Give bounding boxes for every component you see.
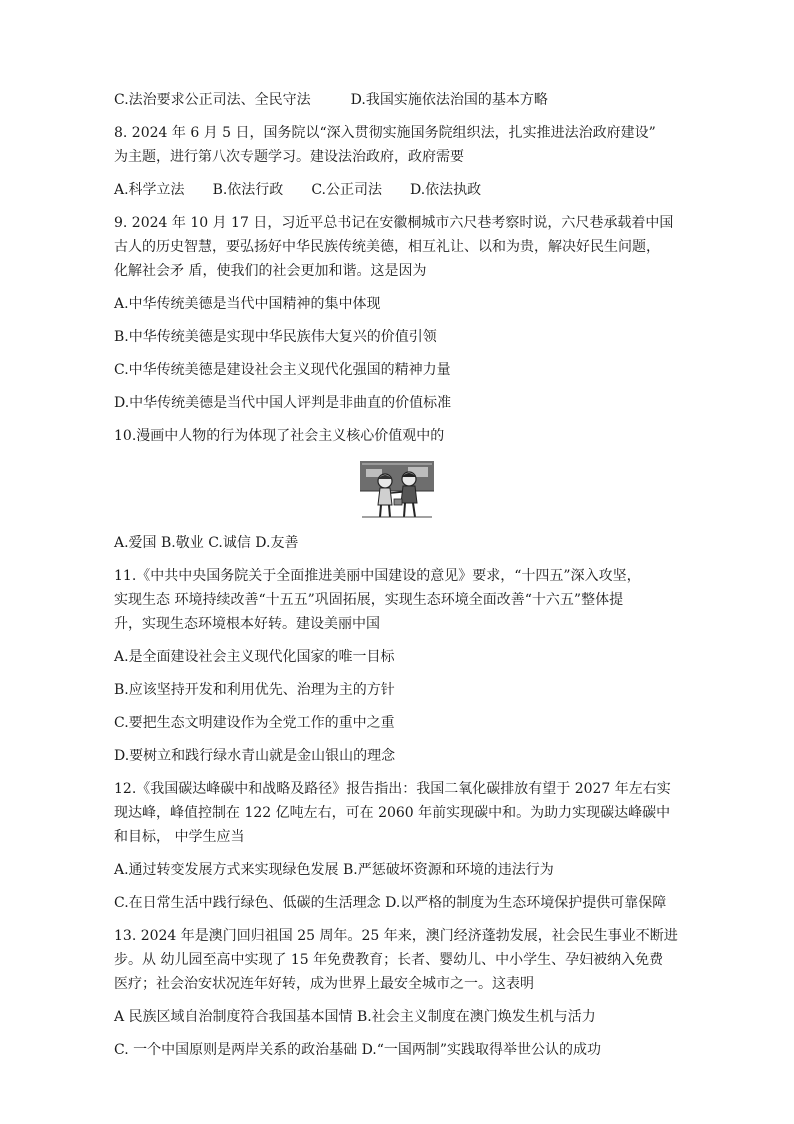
question-13-options-ab: A 民族区域自治制度符合我国基本国情 B.社会主义制度在澳门焕发生机与活力 bbox=[114, 1009, 596, 1025]
option-a: A.科学立法 bbox=[114, 182, 185, 198]
question-13-line-3: 医疗；社会治安状况连年好转，成为世界上最安全城市之一。这表明 bbox=[114, 976, 534, 992]
exam-page bbox=[114, 88, 692, 1062]
cartoon-illustration bbox=[358, 459, 436, 521]
question-11-line-2: 实现生态 环境持续改善“十五五”巩固拓展，实现生态环境全面改善“十六五”整体提 bbox=[114, 592, 624, 608]
question-11-option-c: C.要把生态文明建设作为全党工作的重中之重 bbox=[114, 715, 395, 731]
question-9-line-3: 化解社会矛 盾，使我们的社会更加和谐。这是因为 bbox=[114, 263, 427, 279]
question-12-line-1: 12.《我国碳达峰碳中和战略及路径》报告指出：我国二氧化碳排放有望于 2027 年左右实 bbox=[114, 781, 671, 797]
question-12-line-3: 和目标， 中学生应当 bbox=[114, 829, 245, 845]
question-13-line-2: 步。从 幼儿园至高中实现了 15 年免费教育；长者、婴幼儿、中小学生、孕妇被纳入免费 bbox=[114, 952, 664, 968]
option-d: D.依法执政 bbox=[409, 182, 482, 198]
option-c: C.公正司法 bbox=[311, 182, 382, 198]
question-11-option-d: D.要树立和践行绿水青山就是金山银山的理念 bbox=[114, 748, 396, 764]
prev-question-options bbox=[114, 88, 692, 112]
question-12-options-ab: A.通过转变发展方式来实现绿色发展 B.严惩破坏资源和环境的违法行为 bbox=[114, 862, 554, 878]
question-9-option-a: A.中华传统美德是当代中国精神的集中体现 bbox=[114, 296, 381, 312]
question-13-stem bbox=[114, 924, 692, 996]
cartoon-image bbox=[358, 459, 436, 521]
question-8-stem bbox=[114, 121, 692, 169]
question-9-line-1: 9. 2024 年 10 月 17 日，习近平总书记在安徽桐城市六尺巷考察时说，六尺巷承载着中国 bbox=[114, 215, 674, 231]
question-9-stem bbox=[114, 211, 692, 283]
question-11-stem bbox=[114, 564, 692, 636]
question-8-line-2: 为主题，进行第八次专题学习。建设法治政府，政府需要 bbox=[114, 149, 464, 165]
option-c: C.法治要求公正司法、全民守法 bbox=[114, 92, 311, 108]
question-8-line-1: 8. 2024 年 6 月 5 日，国务院以“深入贯彻实施国务院组织法，扎实推进法治政府建设” bbox=[114, 125, 656, 141]
question-9-line-2: 古人的历史智慧，要弘扬好中华民族传统美德，相互礼让、以和为贵，解决好民生问题， bbox=[114, 239, 660, 255]
option-b: B.依法行政 bbox=[212, 182, 284, 198]
question-10-stem: 10.漫画中人物的行为体现了社会主义核心价值观中的 bbox=[114, 428, 445, 444]
question-8-options bbox=[114, 178, 692, 202]
question-11-option-a: A.是全面建设社会主义现代化国家的唯一目标 bbox=[114, 649, 395, 665]
question-9-option-b: B.中华传统美德是实现中华民族伟大复兴的价值引领 bbox=[114, 329, 437, 345]
option-d: D.我国实施依法治国的基本方略 bbox=[350, 92, 548, 108]
question-13-options-cd: C. 一个中国原则是两岸关系的政治基础 D.“一国两制”实践取得举世公认的成功 bbox=[114, 1042, 602, 1058]
question-11-line-1: 11.《中共中央国务院关于全面推进美丽中国建设的意见》要求，“十四五”深入攻坚， bbox=[114, 568, 641, 584]
question-9-option-d: D.中华传统美德是当代中国人评判是非曲直的价值标准 bbox=[114, 395, 452, 411]
question-10-options: A.爱国 B.敬业 C.诚信 D.友善 bbox=[114, 535, 299, 551]
question-12-options-cd: C.在日常生活中践行绿色、低碳的生活理念 D.以严格的制度为生态环境保护提供可靠保障 bbox=[114, 895, 667, 911]
question-13-line-1: 13. 2024 年是澳门回归祖国 25 周年。25 年来，澳门经济蓬勃发展，社会民生事业不断进 bbox=[114, 928, 678, 944]
question-9-option-c: C.中华传统美德是建设社会主义现代化强国的精神力量 bbox=[114, 362, 451, 378]
question-11-option-b: B.应该坚持开发和利用优先、治理为主的方针 bbox=[114, 682, 395, 698]
question-12-line-2: 现达峰，峰值控制在 122 亿吨左右，可在 2060 年前实现碳中和。为助力实现碳达峰碳中 bbox=[114, 805, 671, 821]
question-11-line-3: 升，实现生态环境根本好转。建设美丽中国 bbox=[114, 616, 380, 632]
question-12-stem bbox=[114, 777, 692, 849]
